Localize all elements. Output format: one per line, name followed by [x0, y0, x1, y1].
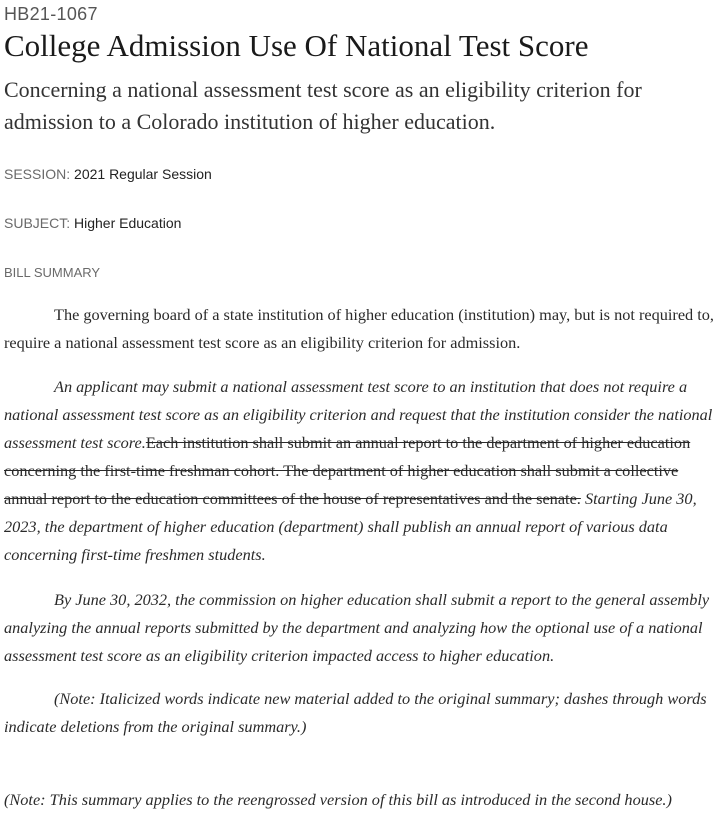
- session-value: 2021 Regular Session: [74, 166, 212, 182]
- summary-paragraph-1: The governing board of a state institution of higher education (institution) may, but is not required to, require a national assessment test score as an eligibility criterion for admission.: [4, 305, 715, 352]
- subject-value: Higher Education: [74, 215, 182, 231]
- bill-summary-heading: BILL SUMMARY: [4, 265, 101, 280]
- session-field: [4, 166, 212, 182]
- version-note: (Note: This summary applies to the reengrossed version of this bill as introduced in the second house.): [4, 790, 672, 809]
- summary-paragraph-3: By June 30, 2032, the commission on higher education shall submit a report to the general assembly analyzing the annual reports submitted by the department and analyzing how the optional use of a national assessment test score as an eligibility criterion impacted access to higher education.: [4, 590, 710, 665]
- bill-number: HB21-1067: [4, 4, 98, 24]
- subject-field: [4, 215, 181, 231]
- bill-title: College Admission Use Of National Test Score: [4, 28, 589, 63]
- summary-note: (Note: Italicized words indicate new material added to the original summary; dashes through words indicate deletions from the original summary.): [4, 689, 707, 736]
- summary-paragraph-2: [4, 373, 724, 569]
- session-label: SESSION:: [4, 166, 71, 182]
- added-text: Starting June 30, 2023, the department of higher education (department) shall publish an annual report of various data concerning first-time freshmen students.: [4, 489, 697, 564]
- subject-label: SUBJECT:: [4, 215, 71, 231]
- deleted-text: Each institution shall submit an annual report to the department of higher education concerning the first-time freshman cohort. The department of higher education shall submit a collective annual report to the education committees of the house of representatives and the senate.: [4, 433, 691, 508]
- bill-subtitle: Concerning a national assessment test score as an eligibility criterion for admission to a Colorado institution of higher education.: [4, 77, 642, 134]
- added-text: An applicant may submit a national assessment test score to an institution that does not require a national assessment test score as an eligibility criterion and request that the institution consider the national assessment test score.: [4, 377, 713, 452]
